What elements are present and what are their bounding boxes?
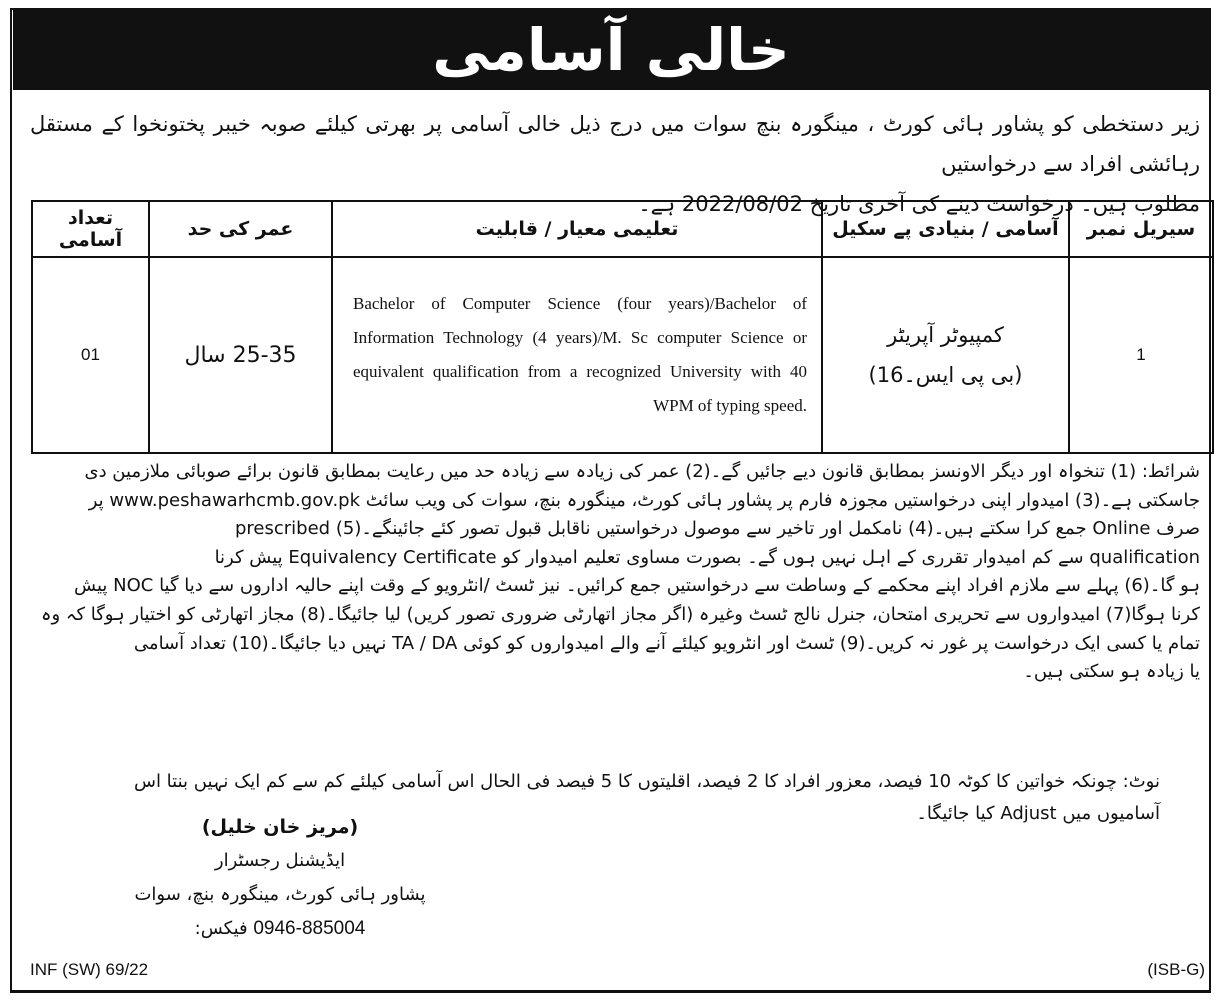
header-post: آسامی / بنیادی پے سکیل bbox=[822, 201, 1069, 257]
vacancy-table bbox=[31, 200, 1214, 454]
terms-line: شرائط: (1) تنخواہ اور دیگر الاونسز بمطابق قانون دیے جائیں گے۔(2) عمر کی زیادہ سے زیادہ حد میں رعایت بمطابق قانون برائے صوبائی ملازمین دی bbox=[84, 461, 1200, 482]
table-row bbox=[32, 257, 1213, 453]
fax-line bbox=[130, 912, 430, 946]
signatory-name: (مریز خان خلیل) bbox=[201, 816, 359, 838]
note-line: نوٹ: چونکہ خواتین کا کوٹہ 10 فیصد، معزور افراد کا 2 فیصد، اقلیتوں کا 5 فیصد فی الحال اس آسامی کیلئے کم سے کم ایک نہیں بنتا اس bbox=[133, 771, 1160, 792]
table-header-row bbox=[32, 201, 1213, 257]
bottom-divider bbox=[10, 990, 1211, 993]
intro-line: مطلوب ہیں۔ درخواست دینے کی آخری تاریخ 2022/08/02 ہے۔ bbox=[638, 192, 1200, 216]
signatory-office: پشاور ہائی کورٹ، مینگورہ بنچ، سوات bbox=[134, 884, 426, 905]
note-line: آسامیوں میں Adjust کیا جائیگا۔ bbox=[916, 803, 1160, 824]
reference-right: (ISB-G) bbox=[1147, 960, 1205, 979]
header-count: تعداد آسامی bbox=[32, 201, 149, 257]
header-qualification: تعلیمی معیار / قابلیت bbox=[332, 201, 822, 257]
fax-number: 0946-885004 bbox=[253, 918, 366, 939]
header-age: عمر کی حد bbox=[149, 201, 332, 257]
terms-line: صرف Online جمع کرا سکتے ہیں۔(4) نامکمل اور تاخیر سے موصول درخواستیں ناقابل قبول تصور کئے جائینگے۔(5) prescribed bbox=[235, 518, 1200, 540]
cell-age: 25-35 سال bbox=[149, 257, 332, 453]
reference-left: INF (SW) 69/22 bbox=[30, 960, 149, 979]
terms-line: تمام یا کسی ایک درخواست پر غور نہ کریں۔(9) ٹسٹ اور انٹرویو کیلئے آنے والے امیدواروں کو کوئی TA / DA نہیں دیا جائیگا۔(10) تعداد آسامی bbox=[133, 632, 1200, 654]
terms-line: qualification سے کم امیدوار تقرری کے اہل نہیں ہوں گے۔ بصورت مساوی تعلیم امیدوار کو Equivalency Certificate پیش کرنا bbox=[214, 546, 1200, 568]
terms-line: یا زیادہ ہو سکتی ہیں۔ bbox=[1023, 661, 1200, 683]
fax-label: فیکس: bbox=[194, 918, 248, 939]
cell-count: 01 bbox=[32, 257, 149, 453]
intro-line: زیر دستخطی کو پشاور ہائی کورٹ ، مینگورہ بنچ سوات میں درج ذیل خالی آسامی پر بھرتی کیلئے صوبہ خیبر پختونخوا کے مستقل رہائشی افراد سے درخواستیں bbox=[30, 112, 1200, 176]
title-banner bbox=[13, 10, 1209, 90]
terms-line: کرنا ہوگا(7) امیدواروں سے تحریری امتحان، جنرل نالج ٹسٹ وغیرہ (اگر مجاز اتھارٹی ضروری تصور کریں) لیا جائیگا۔(8) مجاز اتھارٹی کو اختیار ہوگا کہ وہ bbox=[40, 603, 1200, 625]
cell-serial: 1 bbox=[1069, 257, 1213, 453]
signature-block bbox=[130, 810, 430, 946]
page-title: خالی آسامی bbox=[432, 16, 790, 84]
signatory-designation: ایڈیشنل رجسٹرار bbox=[214, 850, 346, 871]
terms-line: جاسکتی ہے۔(3) امیدوار اپنی درخواستیں مجوزہ فارم پر پشاور ہائی کورٹ، مینگورہ بنچ، سوات کی ویب سائٹ www.peshawarhcmb.gov.pk پر bbox=[88, 489, 1200, 511]
header-serial: سیریل نمبر bbox=[1069, 201, 1213, 257]
cell-post bbox=[822, 257, 1069, 453]
terms-line: ہو گا۔(6) پہلے سے ملازم افراد اپنے محکمے کے وساطت سے درخواستیں جمع کرائیں۔ نیز ٹسٹ /انٹرویو کے وقت اپنے حالیہ اداروں سے دیا گیا NOC پیش bbox=[74, 575, 1200, 597]
terms-and-conditions bbox=[30, 458, 1200, 687]
cell-qualification: Bachelor of Computer Science (four years)/Bachelor of Information Technology (4 years)/M. Sc computer Science or equivalent qualification from a recognized University with 40 WPM of typing speed. bbox=[332, 257, 822, 453]
post-name: کمپیوٹر آپریٹر bbox=[887, 323, 1004, 347]
post-scale: (بی پی ایس۔16) bbox=[868, 363, 1023, 387]
